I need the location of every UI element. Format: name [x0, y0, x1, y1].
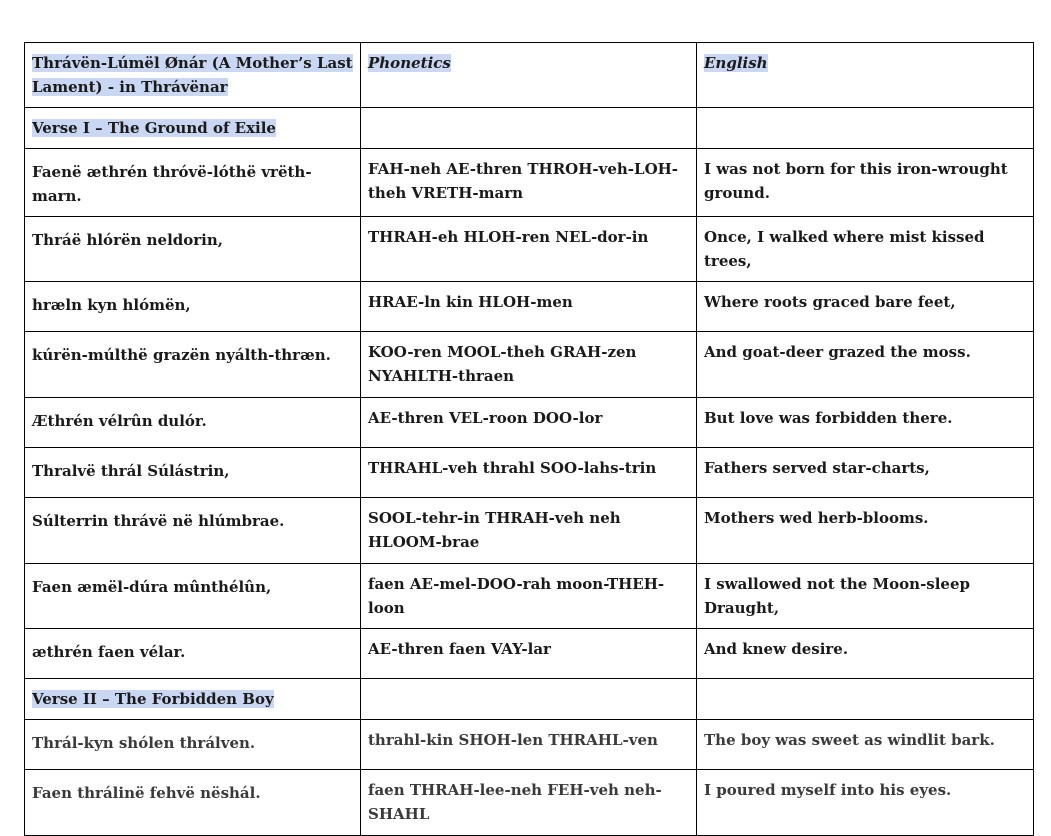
- table-cell[interactable]: [361, 720, 697, 770]
- lyric-text: hræln kyn hlómën,: [32, 296, 191, 314]
- table-cell[interactable]: [361, 679, 697, 720]
- table-cell[interactable]: [697, 498, 1034, 564]
- table-cell[interactable]: [697, 282, 1034, 332]
- table-cell[interactable]: [361, 498, 697, 564]
- table-cell[interactable]: [25, 332, 361, 398]
- header-cell-phonetics[interactable]: [361, 43, 697, 108]
- english-text: And knew desire.: [704, 640, 849, 658]
- phonetic-text: THRAH-eh HLOH-ren NEL-dor-in: [368, 228, 649, 246]
- verse-heading: Verse I – The Ground of Exile: [32, 119, 276, 137]
- table-cell[interactable]: [697, 108, 1034, 149]
- table-row: [25, 332, 1034, 398]
- table-cell[interactable]: [361, 564, 697, 629]
- table-cell[interactable]: [25, 629, 361, 679]
- english-heading: English: [704, 54, 768, 72]
- english-text: I swallowed not the Moon-sleep Draught,: [704, 575, 971, 617]
- table-row: [25, 498, 1034, 564]
- table-cell[interactable]: [697, 398, 1034, 448]
- table-cell[interactable]: [25, 498, 361, 564]
- phonetic-text: AE-thren VEL-roon DOO-lor: [368, 409, 603, 427]
- table-cell[interactable]: [697, 720, 1034, 770]
- table-cell[interactable]: [697, 149, 1034, 217]
- table-cell[interactable]: [361, 332, 697, 398]
- table-cell[interactable]: [25, 217, 361, 282]
- lyric-text: æthrén faen vélar.: [32, 643, 186, 661]
- table-cell[interactable]: [361, 398, 697, 448]
- table-cell[interactable]: [361, 217, 697, 282]
- lyric-text: Thralvë thrál Súlástrin,: [32, 462, 230, 480]
- english-text: Where roots graced bare feet,: [704, 293, 956, 311]
- table-cell[interactable]: [361, 149, 697, 217]
- verse-heading-row: [25, 108, 1034, 149]
- phonetic-text: KOO-ren MOOL-theh GRAH-zen NYAHLTH-thraen: [368, 343, 637, 385]
- phonetic-text: HRAE-ln kin HLOH-men: [368, 293, 573, 311]
- table-cell[interactable]: [25, 282, 361, 332]
- english-text: Mothers wed herb-blooms.: [704, 509, 929, 527]
- lyric-text: Thráë hlórën neldorin,: [32, 231, 224, 249]
- table-cell[interactable]: [25, 679, 361, 720]
- english-text: The boy was sweet as windlit bark.: [704, 731, 995, 749]
- lyric-text: Faenë æthrén thróvë-lóthë vrëth-marn.: [32, 163, 312, 205]
- phonetic-text: FAH-neh AE-thren THROH-veh-LOH-theh VRETH-marn: [368, 160, 679, 202]
- table-cell[interactable]: [25, 564, 361, 629]
- verse-heading: Verse II – The Forbidden Boy: [32, 690, 274, 708]
- lyric-text: Faen æmël-dúra mûnthélûn,: [32, 578, 272, 596]
- phonetic-text: faen AE-mel-DOO-rah moon-THEH-loon: [368, 575, 665, 617]
- table-cell[interactable]: [697, 629, 1034, 679]
- phonetics-heading: Phonetics: [368, 54, 451, 72]
- table-row: [25, 398, 1034, 448]
- table-cell[interactable]: [697, 770, 1034, 836]
- table-row: [25, 564, 1034, 629]
- phonetic-text: THRAHL-veh thrahl SOO-lahs-trin: [368, 459, 657, 477]
- phonetic-text: faen THRAH-lee-neh FEH-veh neh-SHAHL: [368, 781, 662, 823]
- english-text: I was not born for this iron-wrought ground.: [704, 160, 1008, 202]
- verse-heading-row: [25, 679, 1034, 720]
- phonetic-text: SOOL-tehr-in THRAH-veh neh HLOOM-brae: [368, 509, 621, 551]
- table-cell[interactable]: [25, 720, 361, 770]
- table-row: [25, 448, 1034, 498]
- table-cell[interactable]: [697, 448, 1034, 498]
- table-cell[interactable]: [25, 398, 361, 448]
- phonetic-text: thrahl-kin SHOH-len THRAHL-ven: [368, 731, 658, 749]
- lyric-text: Súlterrin thrávë në hlúmbrae.: [32, 512, 285, 530]
- english-text: Once, I walked where mist kissed trees,: [704, 228, 985, 270]
- english-text: Fathers served star-charts,: [704, 459, 930, 477]
- english-text: I poured myself into his eyes.: [704, 781, 952, 799]
- table-cell[interactable]: [697, 217, 1034, 282]
- document-title: Thrávën-Lúmël Ønár (A Mother’s Last Lament) - in Thrávënar: [32, 54, 353, 96]
- table-cell[interactable]: [697, 564, 1034, 629]
- table-cell[interactable]: [361, 629, 697, 679]
- table-cell[interactable]: [361, 770, 697, 836]
- lyrics-table: [24, 42, 1034, 836]
- header-cell-english[interactable]: [697, 43, 1034, 108]
- table-cell[interactable]: [25, 448, 361, 498]
- table-row: [25, 282, 1034, 332]
- lyric-text: Faen thrálinë fehvë nëshál.: [32, 784, 261, 802]
- lyric-text: kúrën-múlthë grazën nyálth-thræn.: [32, 346, 331, 364]
- table-cell[interactable]: [361, 108, 697, 149]
- table-row: [25, 149, 1034, 217]
- header-cell-title[interactable]: [25, 43, 361, 108]
- english-text: But love was forbidden there.: [704, 409, 953, 427]
- table-row: [25, 629, 1034, 679]
- lyric-text: Æthrén vélrûn dulór.: [32, 412, 207, 430]
- table-cell[interactable]: [361, 282, 697, 332]
- table-row: [25, 770, 1034, 836]
- table-cell[interactable]: [25, 108, 361, 149]
- english-text: And goat-deer grazed the moss.: [704, 343, 971, 361]
- phonetic-text: AE-thren faen VAY-lar: [368, 640, 551, 658]
- table-row: [25, 720, 1034, 770]
- table-cell[interactable]: [25, 149, 361, 217]
- lyric-text: Thrál-kyn shólen thrálven.: [32, 734, 256, 752]
- table-row: [25, 217, 1034, 282]
- table-cell[interactable]: [697, 332, 1034, 398]
- table-cell[interactable]: [25, 770, 361, 836]
- table-header-row: [25, 43, 1034, 108]
- table-cell[interactable]: [361, 448, 697, 498]
- table-cell[interactable]: [697, 679, 1034, 720]
